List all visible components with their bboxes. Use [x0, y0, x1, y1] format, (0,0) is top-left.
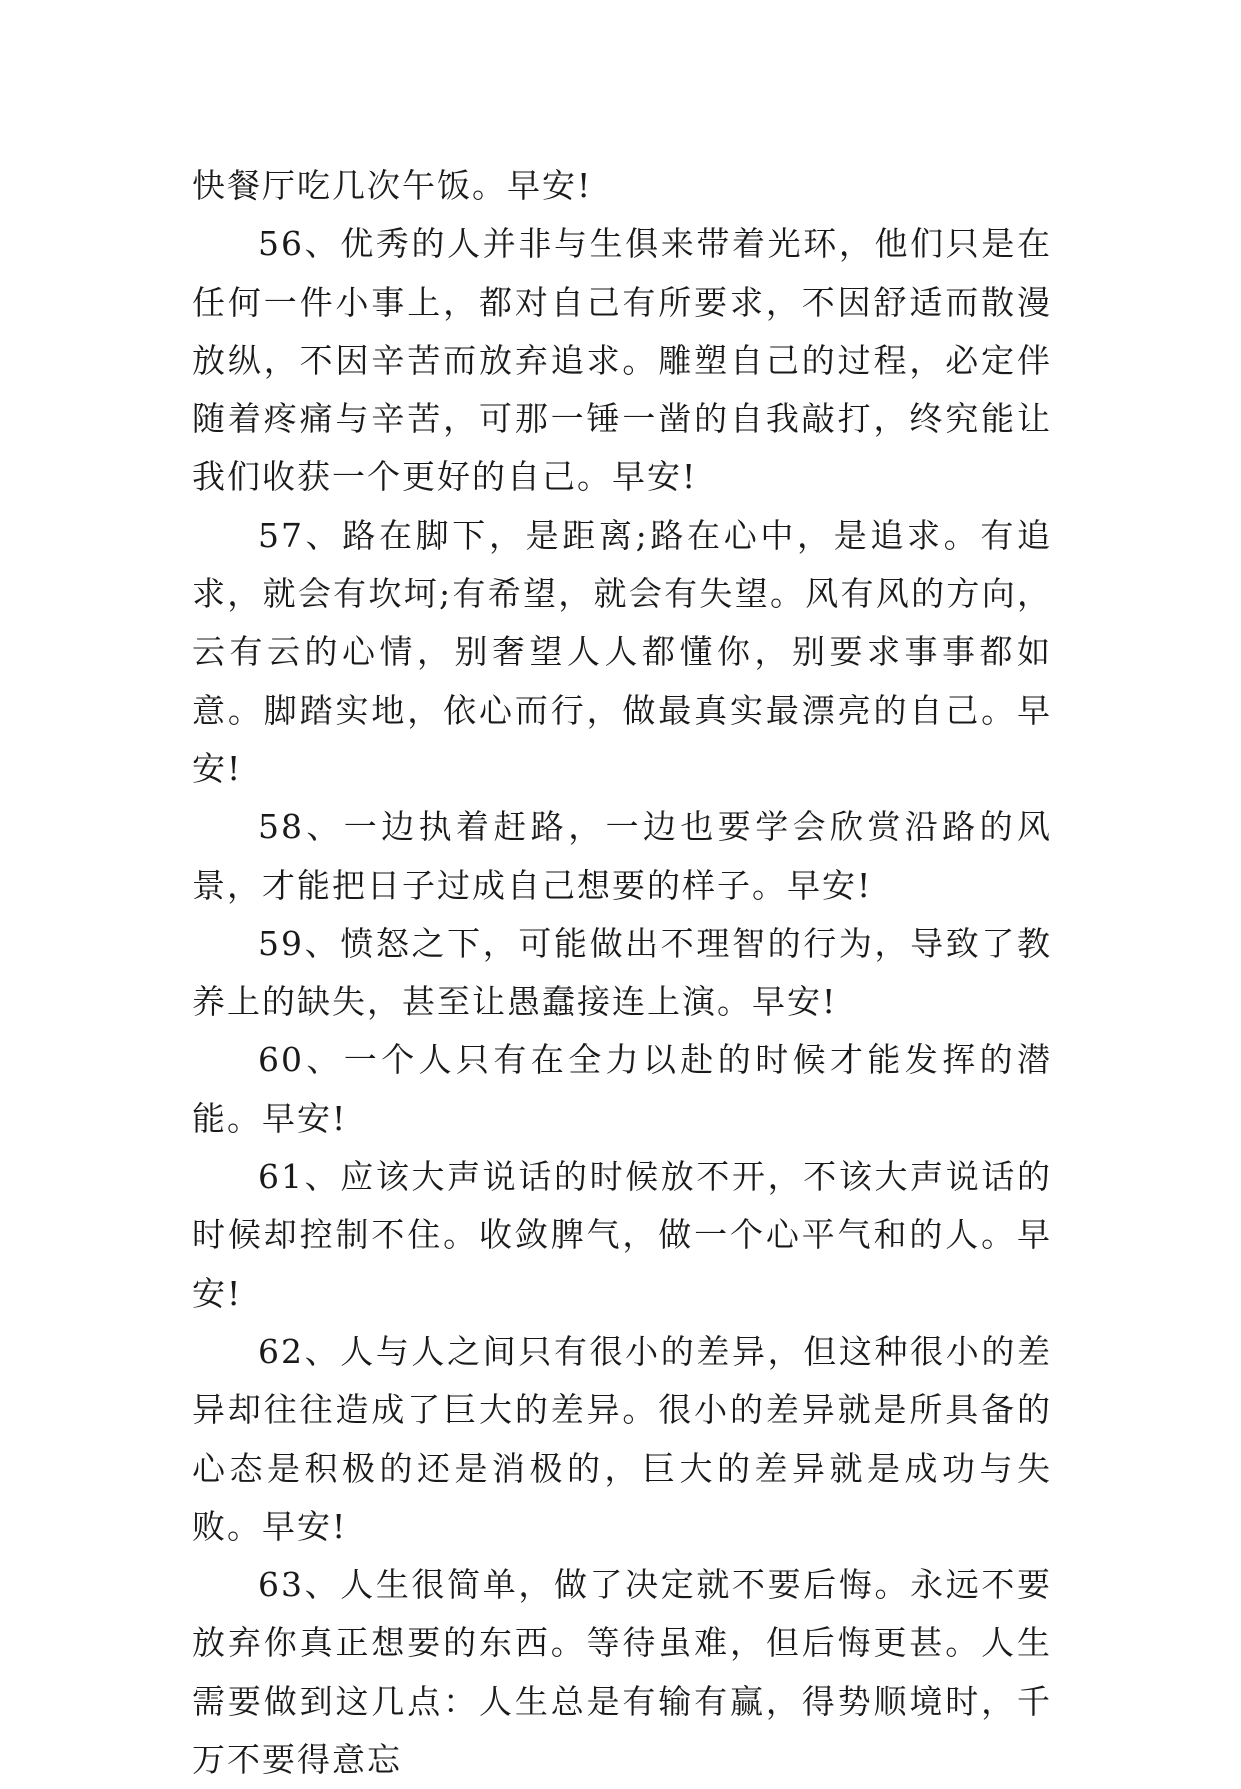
- paragraph-63: 63、人生很简单，做了决定就不要后悔。永远不要放弃你真正想要的东西。等待虽难，但后悔更甚。人生需要做到这几点：人生总是有输有赢，得势顺境时，千万不要得意忘: [192, 1565, 1052, 1780]
- paragraph-57: 57、路在脚下，是距离;路在心中，是追求。有追求，就会有坎坷;有希望，就会有失望。风有风的方向，云有云的心情，别奢望人人都懂你，别要求事事都如意。脚踏实地，依心而行，做最真实最漂亮的自己。早安!: [192, 515, 1052, 788]
- paragraph-62: 62、人与人之间只有很小的差异，但这种很小的差异却往往造成了巨大的差异。很小的差异就是所具备的心态是积极的还是消极的，巨大的差异就是成功与失败。早安!: [192, 1331, 1052, 1546]
- paragraph-continuation: 快餐厅吃几次午饭。早安!: [192, 166, 593, 205]
- paragraph-61: 61、应该大声说话的时候放不开，不该大声说话的时候却控制不住。收敛脾气，做一个心平气和的人。早安!: [192, 1157, 1052, 1313]
- paragraph-56: 56、优秀的人并非与生俱来带着光环，他们只是在任何一件小事上，都对自己有所要求，不因舒适而散漫放纵，不因辛苦而放弃追求。雕塑自己的过程，必定伴随着疼痛与辛苦，可那一锤一凿的自我敲打，终究能让我们收获一个更好的自己。早安!: [192, 224, 1052, 497]
- paragraph-59: 59、愤怒之下，可能做出不理智的行为，导致了教养上的缺失，甚至让愚蠢接连上演。早安!: [192, 923, 1052, 1022]
- document-body: [192, 157, 1052, 1789]
- paragraph-58: 58、一边执着赶路，一边也要学会欣赏沿路的风景，才能把日子过成自己想要的样子。早安!: [192, 807, 1052, 905]
- paragraph-60: 60、一个人只有在全力以赴的时候才能发挥的潜能。早安!: [192, 1040, 1052, 1138]
